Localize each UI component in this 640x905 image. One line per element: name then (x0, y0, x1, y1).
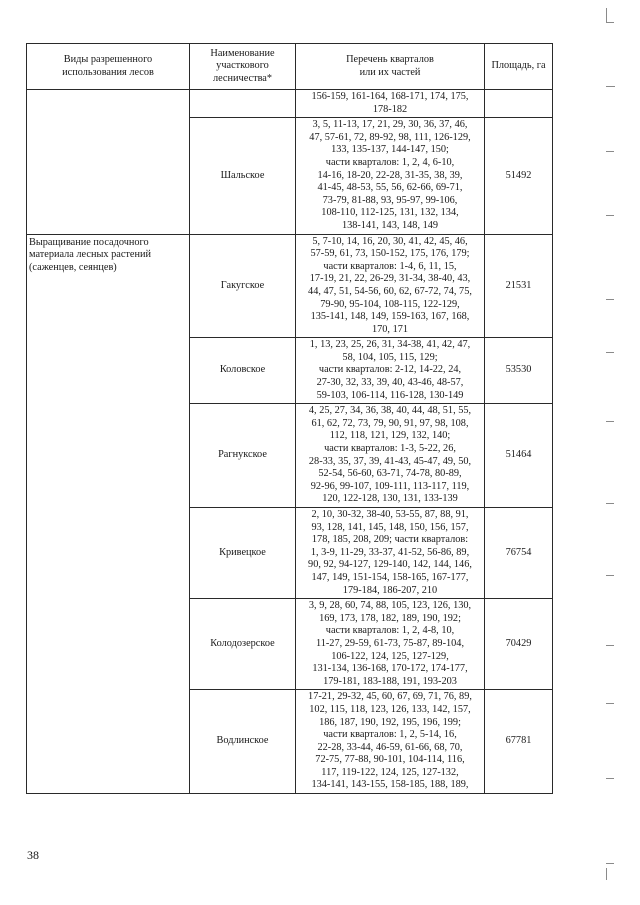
forestry-name (190, 90, 296, 118)
quarters-line: 57-59, 61, 73, 150-152, 175, 176, 179; (310, 248, 470, 260)
scan-edge-mark (606, 703, 614, 704)
quarters-list (296, 338, 485, 404)
quarters-line: 1, 13, 23, 25, 26, 31, 34-38, 41, 42, 47, (309, 339, 471, 351)
scan-edge-mark (606, 215, 614, 216)
quarters-list (296, 690, 485, 794)
header-row (27, 44, 553, 90)
use-type-cell-empty (27, 90, 190, 235)
table-row (27, 234, 553, 338)
quarters-line: 4, 25, 27, 34, 36, 38, 40, 44, 48, 51, 55, (308, 405, 472, 417)
quarters-line: 169, 173, 178, 182, 189, 190, 192; (319, 612, 461, 624)
quarters-list (296, 599, 485, 690)
forest-use-table (26, 43, 553, 794)
quarters-line: 93, 128, 141, 145, 148, 150, 156, 157, (311, 521, 469, 533)
quarters-line: 27-30, 32, 33, 39, 40, 43-46, 48-57, (316, 377, 464, 389)
area-value: 70429 (485, 599, 553, 690)
table-row (27, 90, 553, 118)
quarters-line: 147, 149, 151-154, 158-165, 167-177, (311, 571, 469, 583)
quarters-list (296, 508, 485, 599)
quarters-line: 92-96, 99-107, 109-111, 113-117, 119, (310, 480, 470, 492)
quarters-line: 156-159, 161-164, 168-171, 174, 175, (311, 91, 469, 102)
quarters-line: 3, 5, 11-13, 17, 21, 29, 30, 36, 37, 46, (312, 119, 468, 131)
quarters-line: 52-54, 56-60, 63-71, 74-78, 80-89, (318, 468, 462, 480)
forestry-name: Рагнукское (190, 404, 296, 508)
quarters-line: 179-181, 183-188, 191, 193-203 (323, 675, 457, 687)
area-value: 51464 (485, 404, 553, 508)
scan-edge-mark (606, 645, 614, 646)
scan-edge-mark (606, 86, 615, 87)
quarters-line: 133, 135-137, 144-147, 150; (331, 144, 449, 156)
quarters-line: 61, 62, 72, 73, 79, 90, 91, 97, 98, 108, (311, 417, 469, 429)
scan-edge-mark (606, 22, 614, 23)
header-forestry-line: Наименование (210, 47, 275, 59)
area-value: 21531 (485, 234, 553, 338)
scan-edge-mark (606, 868, 607, 880)
quarters-line: 28-33, 35, 37, 39, 41-43, 45-47, 49, 50, (308, 455, 472, 467)
quarters-line: 179-184, 186-207, 210 (342, 584, 438, 596)
quarters-line: 131-134, 136-168, 170-172, 174-177, (312, 663, 468, 675)
area-value: 67781 (485, 690, 553, 794)
header-quarters (296, 44, 485, 90)
quarters-line: 108-110, 112-125, 131, 132, 134, (321, 207, 459, 219)
quarters-line: части кварталов: 1-3, 5-22, 26, (324, 443, 456, 455)
quarters-line: 102, 115, 118, 123, 126, 133, 142, 157, (309, 703, 471, 715)
forestry-name: Гакугское (190, 234, 296, 338)
quarters-line: 186, 187, 190, 192, 195, 196, 199; (319, 716, 461, 728)
quarters-line: 3, 9, 28, 60, 74, 88, 105, 123, 126, 130, (308, 600, 472, 612)
scan-edge-mark (606, 8, 607, 22)
quarters-line: 135-141, 148, 149, 159-163, 167, 168, (310, 311, 470, 323)
quarters-line: 178-182 (372, 103, 408, 115)
quarters-line: 2, 10, 30-32, 38-40, 53-55, 87, 88, 91, (311, 509, 469, 520)
header-quarters-line: или их частей (359, 66, 421, 78)
quarters-line: 5, 7-10, 14, 16, 20, 30, 41, 42, 45, 46, (312, 235, 468, 247)
quarters-line: 72-75, 77-88, 90-101, 104-114, 116, (315, 754, 465, 766)
quarters-list (296, 234, 485, 338)
scan-edge-mark (606, 352, 614, 353)
quarters-line: 11-27, 29-59, 61-73, 75-87, 89-104, (315, 637, 465, 649)
quarters-line: 41-45, 48-53, 55, 56, 62-66, 69-71, (317, 182, 463, 194)
use-type-line: Выращивание посадочного (29, 236, 149, 248)
quarters-line: 17-21, 29-32, 45, 60, 67, 69, 71, 76, 89, (308, 691, 472, 703)
header-use-type (27, 44, 190, 90)
header-use-type-line: Виды разрешенного (63, 53, 153, 65)
scan-edge-mark (606, 299, 614, 300)
forestry-name: Шальское (190, 118, 296, 234)
quarters-line: 138-141, 143, 148, 149 (341, 219, 439, 231)
header-area: Площадь, га (485, 44, 553, 90)
quarters-line: 106-122, 124, 125, 127-129, (331, 650, 449, 662)
quarters-line: 14-16, 18-20, 22-28, 31-35, 38, 39, (317, 169, 463, 181)
header-forestry-line: участкового (216, 60, 269, 72)
header-quarters-line: Перечень кварталов (346, 53, 434, 65)
forestry-name: Водлинское (190, 690, 296, 794)
quarters-line: части кварталов: 1, 2, 5-14, 16, (323, 729, 457, 741)
quarters-line: части кварталов: 2-12, 14-22, 24, (318, 364, 462, 376)
quarters-list (296, 90, 485, 118)
quarters-line: 44, 47, 51, 54-56, 60, 62, 67-72, 74, 75, (308, 285, 472, 297)
scan-edge-mark (606, 151, 614, 152)
use-type-cell (27, 234, 190, 794)
quarters-line: 22-28, 33-44, 46-59, 61-66, 68, 70, (317, 741, 463, 753)
use-type-line: материала лесных растений (29, 249, 151, 261)
scan-edge-mark (606, 421, 614, 422)
scan-edge-mark (606, 575, 614, 576)
quarters-line: 17-19, 21, 22, 26-29, 31-34, 38-40, 43, (309, 273, 471, 285)
area-value (485, 90, 553, 118)
quarters-line: части кварталов: 1, 2, 4, 6-10, (325, 156, 455, 168)
scan-edge-mark (606, 863, 614, 864)
header-forestry (190, 44, 296, 90)
area-value: 53530 (485, 338, 553, 404)
scan-edge-mark (606, 778, 614, 779)
use-type-line: (саженцев, сеянцев) (29, 261, 117, 273)
forestry-name: Кривецкое (190, 508, 296, 599)
quarters-line: 47, 57-61, 72, 89-92, 98, 111, 126-129, (309, 131, 471, 143)
quarters-list (296, 404, 485, 508)
quarters-line: 1, 3-9, 11-29, 33-37, 41-52, 56-86, 89, (310, 546, 470, 558)
quarters-line: 79-90, 95-104, 108-115, 122-129, (320, 298, 460, 310)
page-number: 38 (27, 848, 39, 862)
quarters-line: 178, 185, 208, 209; части кварталов: (311, 534, 469, 546)
area-value: 51492 (485, 118, 553, 234)
scan-edge-mark (606, 503, 614, 504)
quarters-line: 73-79, 81-88, 93, 95-97, 99-106, (322, 194, 458, 206)
quarters-line: 120, 122-128, 130, 131, 133-139 (322, 493, 458, 505)
header-forestry-line: лесничества* (212, 72, 273, 84)
quarters-line: 112, 118, 121, 129, 132, 140; (329, 430, 451, 442)
quarters-line: 90, 92, 94-127, 129-140, 142, 144, 146, (308, 559, 472, 571)
area-value: 76754 (485, 508, 553, 599)
quarters-line: 117, 119-122, 124, 125, 127-132, (321, 766, 459, 778)
quarters-line: 170, 171 (371, 323, 409, 335)
quarters-line: 59-103, 106-114, 116-128, 130-149 (316, 389, 464, 401)
forestry-name: Коловское (190, 338, 296, 404)
header-use-type-line: использования лесов (62, 66, 154, 78)
quarters-list (296, 118, 485, 234)
forestry-name: Колодозерское (190, 599, 296, 690)
quarters-line: части кварталов: 1, 2, 4-8, 10, (325, 625, 455, 637)
quarters-line: 134-141, 143-155, 158-185, 188, 189, (311, 779, 469, 791)
quarters-line: 58, 104, 105, 115, 129; (342, 351, 438, 363)
quarters-line: части кварталов: 1-4, 6, 11, 15, (323, 260, 457, 272)
